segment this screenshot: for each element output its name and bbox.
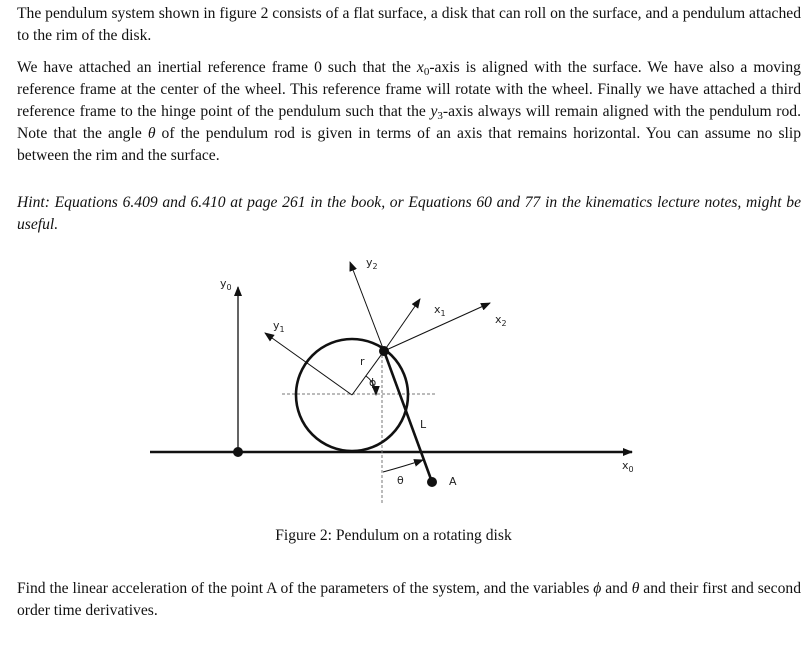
text-span: and: [601, 580, 632, 597]
y1-axis: [265, 333, 352, 395]
text-span: We have attached an inertial reference frame 0 such that the: [17, 59, 417, 76]
phi-label: ϕ: [369, 376, 377, 389]
a-label: A: [449, 475, 457, 488]
text-span: and their first and second order time derivatives.: [17, 580, 801, 619]
frames-paragraph: [17, 57, 801, 167]
y2-label: $y_2$: [366, 256, 378, 271]
r-label: r: [360, 355, 365, 368]
text-span: of the pendulum rod is given in terms of an axis that remains horizontal. You can assume no slip between the rim and the surface.: [17, 125, 801, 164]
y2-axis: [350, 262, 384, 351]
theta-symbol: θ: [147, 125, 156, 142]
x0-subscript: 0: [423, 66, 430, 78]
theta-symbol: θ: [631, 580, 640, 597]
hint-paragraph: Hint: Equations 6.409 and 6.410 at page 261 in the book, or Equations 60 and 77 in the kinematics lecture notes, might be useful.: [17, 194, 801, 233]
theta-arc: [383, 460, 423, 472]
text-span: -axis is aligned with the surface. We have also a moving reference frame at the center of the wheel. This reference frame will rotate with the wheel. Finally we have attached a third reference frame to the hinge point of the pendulum such that the: [17, 59, 801, 120]
x2-label: $x_2$: [495, 313, 507, 328]
point-a: [427, 477, 437, 487]
origin-point: [233, 447, 243, 457]
pendulum-rod: [384, 351, 432, 482]
task-paragraph: [17, 578, 801, 622]
radius-line: [352, 351, 384, 395]
y0-label: $y_0$: [220, 277, 232, 292]
y1-label: $y_1$: [273, 319, 285, 334]
figure-caption: Figure 2: Pendulum on a rotating disk: [275, 527, 512, 544]
intro-paragraph: The pendulum system shown in figure 2 consists of a flat surface, a disk that can roll on the surface, and a pendulum attached to the rim of the disk.: [17, 5, 801, 44]
l-label: L: [420, 418, 427, 431]
x1-label: $x_1$: [434, 303, 446, 318]
x0-label: $x_0$: [622, 459, 634, 474]
x0-symbol: x: [416, 59, 424, 76]
y3-subscript: 3: [437, 110, 443, 122]
theta-label: θ: [397, 474, 404, 487]
text-span: Find the linear acceleration of the point A of the parameters of the system, and the variables: [17, 580, 594, 597]
y3-symbol: y: [430, 103, 438, 120]
text-span: -axis always will remain aligned with the pendulum rod. Note that the angle: [17, 103, 801, 142]
phi-symbol: ϕ: [593, 580, 602, 597]
pendulum-figure: [0, 245, 811, 525]
